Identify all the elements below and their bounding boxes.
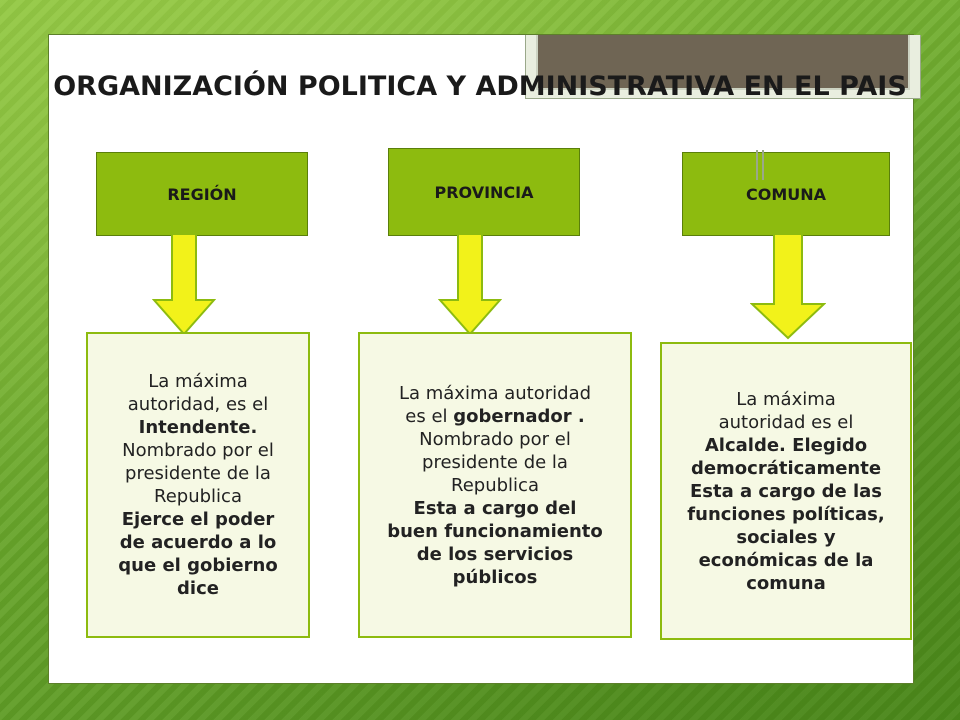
description-box-provincia	[358, 332, 632, 638]
description-box-region	[86, 332, 310, 638]
description-line-bold: Intendente.	[138, 417, 258, 438]
heading-box-provincia	[388, 148, 580, 236]
description-line: La máxima	[736, 388, 836, 410]
description-line-bold: buen funcionamiento	[387, 520, 603, 542]
heading-box-region	[96, 152, 308, 236]
description-line: Republica	[451, 474, 539, 496]
description-line: presidente de la	[125, 463, 271, 484]
description-line-bold: dice	[177, 578, 219, 599]
description-line-bold: Alcalde. Elegido	[704, 434, 868, 456]
description-line-bold: que el gobierno	[118, 555, 278, 576]
description-line: autoridad es el	[718, 411, 854, 433]
down-arrow-region	[152, 234, 216, 336]
description-box-comuna	[660, 342, 912, 640]
heading-label-region: REGIÓN	[167, 184, 237, 204]
description-line: Nombrado por el	[419, 428, 571, 450]
heading-label-provincia: PROVINCIA	[434, 182, 534, 202]
description-line-bold: Esta a cargo del	[413, 497, 577, 519]
heading-box-comuna	[682, 152, 890, 236]
description-line-bold: económicas de la	[698, 549, 874, 571]
description-line: La máxima	[148, 371, 248, 392]
description-line-bold: de los servicios	[416, 543, 574, 565]
page-title: ORGANIZACIÓN POLITICA Y ADMINISTRATIVA EN EL PAIS	[53, 71, 907, 102]
heading-label-comuna: COMUNA	[745, 184, 827, 204]
description-line-bold: de acuerdo a lo	[119, 532, 277, 553]
description-line: Nombrado por el	[122, 440, 274, 461]
description-line-bold: sociales y	[736, 526, 836, 548]
description-line-bold: democráticamente	[690, 457, 882, 479]
description-line: La máxima autoridad	[398, 382, 592, 404]
description-line-part: es el	[405, 405, 454, 427]
description-line-bold: Esta a cargo de las	[689, 480, 883, 502]
description-line-bold: Ejerce el poder	[121, 509, 275, 530]
description-line-part-bold: gobernador .	[453, 405, 585, 427]
description-line-bold: funciones políticas,	[687, 503, 885, 525]
description-line: presidente de la	[422, 451, 568, 473]
tab-connector-lines	[756, 150, 764, 180]
description-line-bold: comuna	[746, 572, 826, 594]
description-line-bold: públicos	[452, 566, 538, 588]
description-line: autoridad, es el	[127, 394, 269, 415]
description-line: Republica	[154, 486, 242, 507]
down-arrow-comuna	[750, 234, 826, 340]
down-arrow-provincia	[438, 234, 502, 336]
description-line-mixed	[405, 405, 584, 428]
